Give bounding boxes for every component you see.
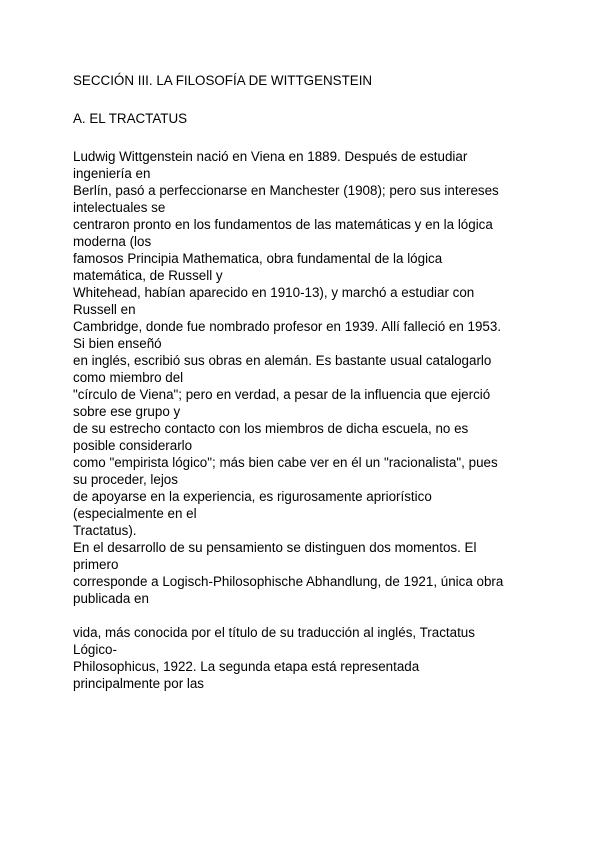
text-line: como miembro del	[73, 370, 184, 385]
section-title: SECCIÓN III. LA FILOSOFÍA DE WITTGENSTEIN	[73, 73, 373, 88]
text-line: Russell en	[73, 302, 136, 317]
subsection-title: A. EL TRACTATUS	[73, 111, 188, 126]
body-text	[73, 148, 553, 692]
text-line: Whitehead, habían aparecido en 1910-13), y marchó a estudiar con	[73, 285, 475, 300]
text-line: Ludwig Wittgenstein nació en Viena en 1889. Después de estudiar	[73, 149, 468, 164]
text-line: corresponde a Logisch-Philosophische Abhandlung, de 1921, única obra	[73, 574, 504, 589]
text-line: "círculo de Viena"; pero en verdad, a pesar de la influencia que ejerció	[73, 387, 491, 402]
text-line: Berlín, pasó a perfeccionarse en Manchester (1908); pero sus intereses	[73, 183, 499, 198]
text-line: ingeniería en	[73, 166, 151, 181]
text-line: (especialmente en el	[73, 506, 197, 521]
text-line: matemática, de Russell y	[73, 268, 223, 283]
text-line: su proceder, lejos	[73, 472, 178, 487]
text-line: Philosophicus, 1922. La segunda etapa está representada	[73, 659, 420, 674]
text-line: como "empirista lógico"; más bien cabe ver en él un "racionalista", pues	[73, 455, 498, 470]
text-line: posible considerarlo	[73, 438, 193, 453]
text-line: de su estrecho contacto con los miembros de dicha escuela, no es	[73, 421, 469, 436]
text-line: publicada en	[73, 591, 149, 606]
text-line: vida, más conocida por el título de su traducción al inglés, Tractatus	[73, 625, 475, 640]
text-line: moderna (los	[73, 234, 152, 249]
text-line: principalmente por las	[73, 676, 204, 691]
blank-line	[73, 607, 553, 624]
text-line: Cambridge, donde fue nombrado profesor en 1939. Allí falleció en 1953.	[73, 319, 502, 334]
text-line: en inglés, escribió sus obras en alemán. Es bastante usual catalogarlo	[73, 353, 492, 368]
text-line: primero	[73, 557, 119, 572]
text-line: intelectuales se	[73, 200, 166, 215]
text-line: famosos Principia Mathematica, obra fundamental de la lógica	[73, 251, 443, 266]
text-line: Lógico-	[73, 642, 117, 657]
text-line: En el desarrollo de su pensamiento se distinguen dos momentos. El	[73, 540, 477, 555]
text-line: de apoyarse en la experiencia, es rigurosamente apriorístico	[73, 489, 432, 504]
text-line: Si bien enseñó	[73, 336, 162, 351]
text-line: centraron pronto en los fundamentos de las matemáticas y en la lógica	[73, 217, 493, 232]
text-line: Tractatus).	[73, 523, 137, 538]
text-line: sobre ese grupo y	[73, 404, 181, 419]
